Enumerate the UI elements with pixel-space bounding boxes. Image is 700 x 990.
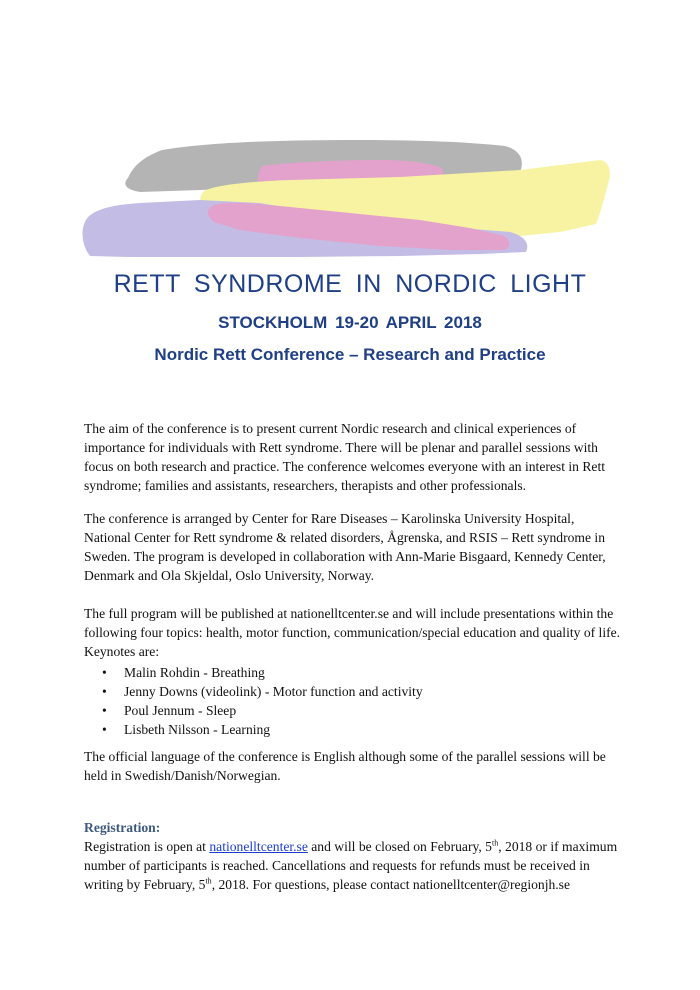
- ordinal-suffix: th: [205, 876, 212, 886]
- bullet-icon: •: [102, 665, 107, 680]
- paragraph-organizers: The conference is arranged by Center for Rare Diseases – Karolinska University Hospital, National Center for Rett syndrome & related disorders, Ågrenska, and RSIS – Rett syndrome in Sweden. The program is developed in collaboration with Ann-Marie Bisgaard, Kennedy Center, Denmark and Ola Skjeldal, Oslo University, Norway.: [84, 511, 606, 583]
- location-date: STOCKHOLM 19-20 APRIL 2018: [218, 313, 482, 332]
- keynote-text: Jenny Downs (videolink) - Motor function and activity: [124, 684, 423, 699]
- list-item: [84, 720, 624, 739]
- paragraph-program: The full program will be published at nationelltcenter.se and will include presentations within the following four topics: health, motor function, communication/special education and quality of life. Keynotes are:: [84, 606, 621, 659]
- registration-text: Registration is open at: [84, 839, 210, 854]
- keynote-text: Malin Rohdin - Breathing: [124, 665, 265, 680]
- conference-title: RETT SYNDROME IN NORDIC LIGHT: [113, 270, 587, 298]
- paragraph-registration: [84, 837, 624, 894]
- registration-heading: Registration:: [84, 820, 161, 835]
- registration-text: , 2018 or if maximum number of participants is reached. Cancellations and requests for refunds must be received in writing by February, 5: [84, 839, 618, 892]
- keynote-text: Poul Jennum - Sleep: [124, 703, 237, 718]
- bullet-icon: •: [102, 703, 107, 718]
- keynote-text: Lisbeth Nilsson - Learning: [124, 722, 271, 737]
- ordinal-suffix: th: [491, 838, 499, 848]
- banner-illustration: [0, 0, 700, 270]
- registration-text: and will be closed on February, 5: [307, 839, 492, 854]
- bullet-icon: •: [102, 684, 107, 699]
- keynotes-list: [84, 663, 624, 739]
- registration-link[interactable]: nationelltcenter.se: [209, 839, 308, 854]
- registration-text: , 2018. For questions, please contact nationelltcenter@regionjh.se: [211, 877, 570, 892]
- list-item: [84, 701, 624, 720]
- list-item: [84, 682, 624, 701]
- list-item: [84, 663, 624, 682]
- bullet-icon: •: [102, 722, 107, 737]
- paragraph-language: The official language of the conference is English although some of the parallel sessions will be held in Swedish/Danish/Norwegian.: [84, 749, 606, 783]
- conference-subtitle: Nordic Rett Conference – Research and Practice: [154, 345, 546, 364]
- paragraph-aim: The aim of the conference is to present current Nordic research and clinical experiences of importance for individuals with Rett syndrome. There will be plenar and parallel sessions with focus on both research and practice. The conference welcomes everyone with an interest in Rett syndrome; families and assistants, researchers, therapists and other professionals.: [84, 421, 606, 493]
